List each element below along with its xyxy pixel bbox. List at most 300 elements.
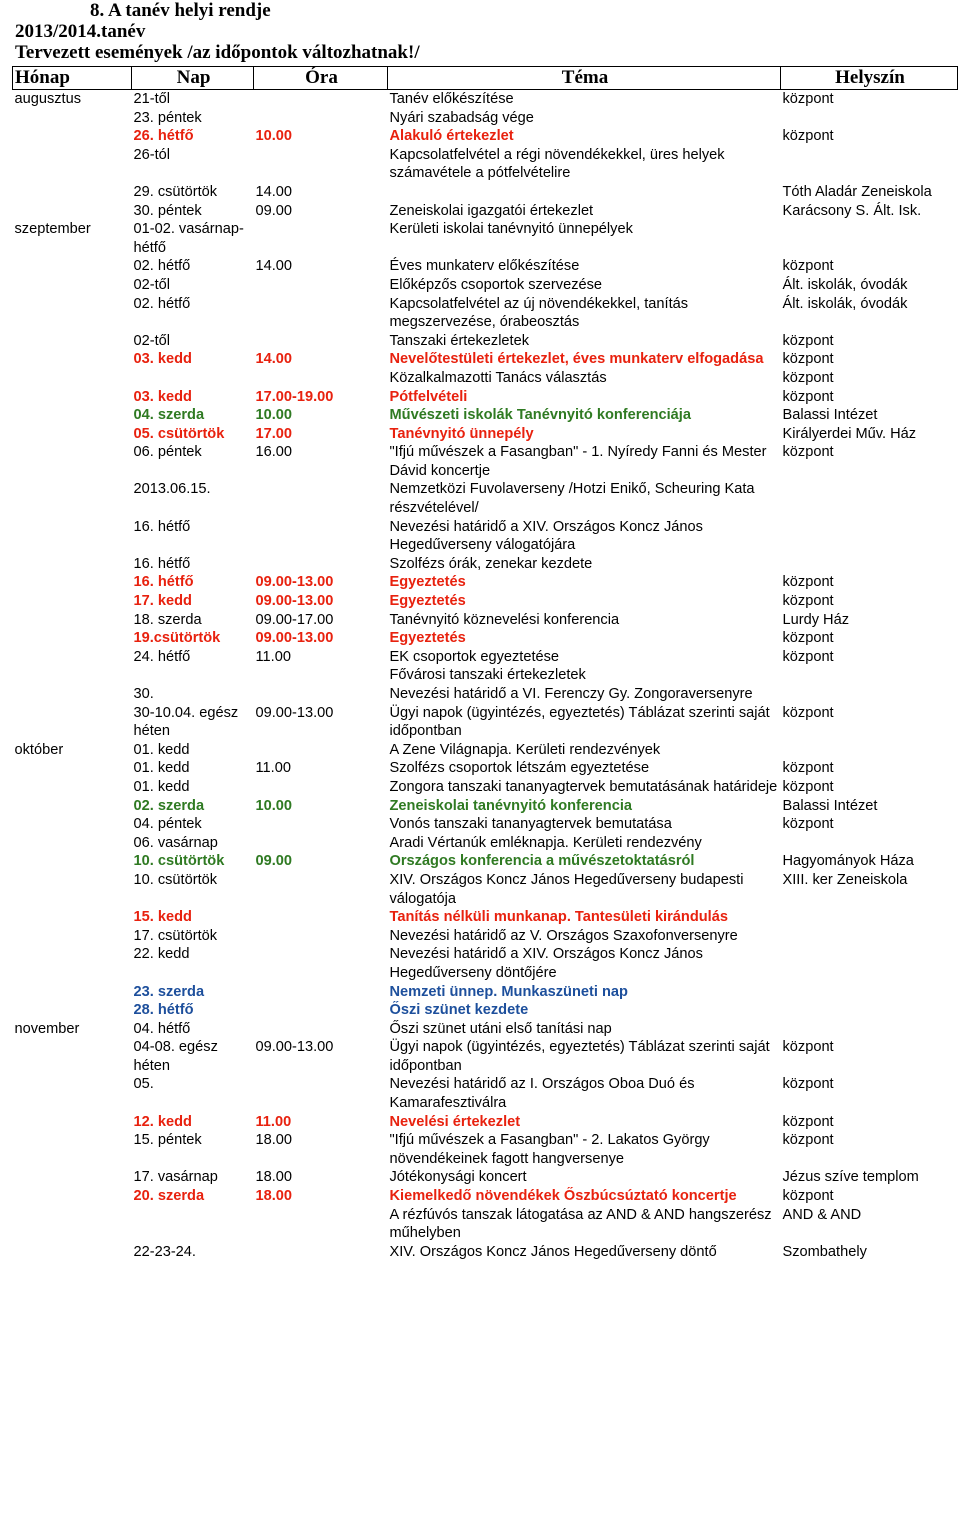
row-day: 22-23-24.: [133, 1243, 196, 1260]
row-month: [13, 1113, 132, 1132]
row-hour: [254, 1243, 388, 1262]
row-hour: [254, 666, 388, 685]
row-location: központ: [782, 760, 834, 777]
row-month: [13, 109, 132, 128]
row-location: [781, 1001, 958, 1020]
row-day: 16. hétfő: [133, 518, 191, 535]
row-day: 28. hétfő: [133, 1002, 194, 1019]
row-location: [781, 555, 958, 574]
row-location: központ: [782, 128, 834, 145]
row-topic: Előképzős csoportok szervezése: [389, 276, 603, 293]
row-hour: [254, 685, 388, 704]
table-row: [13, 666, 958, 685]
planned-events-title: Tervezett események /az időpontok változhatnak!/: [15, 42, 420, 63]
row-location: központ: [782, 778, 834, 795]
row-month: [13, 1001, 132, 1020]
row-month: [13, 666, 132, 685]
table-row: [13, 183, 958, 202]
row-hour: 18.00: [255, 1188, 293, 1205]
row-location: [781, 666, 958, 685]
row-topic: Éves munkaterv előkészítése: [389, 258, 580, 275]
row-hour: 14.00: [255, 351, 293, 368]
row-hour: 11.00: [255, 648, 291, 665]
row-hour: [254, 518, 388, 555]
row-month: [13, 1168, 132, 1187]
table-row: [13, 1001, 958, 1020]
row-topic: Nevezési határidő a VI. Ferenczy Gy. Zongoraversenyre: [389, 686, 753, 702]
row-day: 26. hétfő: [133, 128, 194, 145]
row-month: szeptember: [14, 221, 91, 238]
row-month: [13, 1243, 132, 1262]
row-location: Ált. iskolák, óvodák: [782, 276, 908, 293]
table-row: [13, 704, 958, 741]
table-row: [13, 573, 958, 592]
row-hour: [254, 1075, 388, 1112]
row-day: 2013.06.15.: [133, 481, 211, 498]
table-row: [13, 815, 958, 834]
row-month: [13, 983, 132, 1002]
row-location: [781, 146, 958, 183]
row-day: 15. péntek: [133, 1132, 202, 1149]
row-hour: 18.00: [255, 1132, 293, 1149]
row-topic: "Ifjú művészek a Fasangban" - 1. Nyíredy Fanni és Mester Dávid koncertje: [389, 444, 767, 479]
table-row: [13, 611, 958, 630]
row-day: 02-től: [133, 332, 171, 349]
row-topic: Zeneiskolai tanévnyitó konferencia: [389, 797, 632, 814]
row-hour: [254, 276, 388, 295]
table-row: [13, 332, 958, 351]
table-row: [13, 146, 958, 183]
row-day: 03. kedd: [133, 351, 192, 368]
row-month: [13, 815, 132, 834]
row-location: [781, 908, 958, 927]
row-hour: 10.00: [255, 797, 293, 814]
table-row: [13, 945, 958, 982]
row-location: központ: [782, 91, 834, 107]
row-day: 10. csütörtök: [133, 853, 225, 870]
row-location: központ: [782, 1076, 834, 1093]
row-location: Tóth Aladár Zeneiskola: [782, 183, 932, 200]
row-location: központ: [782, 648, 834, 665]
row-hour: [254, 369, 388, 388]
row-month: [13, 797, 132, 816]
table-row: [13, 518, 958, 555]
row-day: 18. szerda: [133, 611, 202, 628]
row-month: [13, 332, 132, 351]
row-topic: Nevezési határidő az I. Országos Oboa Duó és Kamarafesztiválra: [389, 1076, 695, 1112]
row-month: [13, 852, 132, 871]
row-hour: 10.00: [255, 407, 293, 424]
row-month: [13, 1038, 132, 1075]
row-location: [781, 927, 958, 946]
row-month: [13, 480, 132, 517]
row-hour: 09.00: [255, 202, 293, 219]
row-hour: 17.00: [255, 425, 293, 442]
row-location: központ: [782, 1188, 834, 1205]
row-location: [781, 109, 958, 128]
row-location: központ: [782, 704, 834, 721]
row-location: központ: [782, 574, 834, 591]
table-row: [13, 871, 958, 908]
row-day: 26-tól: [133, 146, 171, 163]
row-hour: [254, 109, 388, 128]
row-location: Lurdy Ház: [782, 611, 850, 628]
row-month: [13, 611, 132, 630]
row-month: november: [14, 1020, 80, 1037]
row-location: Szombathely: [782, 1243, 867, 1260]
row-hour: [254, 834, 388, 853]
row-month: [13, 425, 132, 444]
row-day: 06. vasárnap: [133, 834, 218, 851]
row-topic: Ügyi napok (ügyintézés, egyeztetés) Táblázat szerinti saját időpontban: [389, 704, 770, 740]
row-day: 30.: [133, 686, 154, 702]
row-month: [13, 908, 132, 927]
table-row: [13, 759, 958, 778]
row-topic: Szolfézs órák, zenekar kezdete: [389, 555, 593, 572]
row-hour: [254, 871, 388, 908]
row-day: 02. hétfő: [133, 258, 191, 275]
schedule-table: [12, 66, 958, 1261]
table-row: [13, 369, 958, 388]
row-day: 22. kedd: [133, 946, 190, 963]
row-hour: [254, 220, 388, 257]
table-row: [13, 797, 958, 816]
table-row: [13, 295, 958, 332]
row-location: [781, 741, 958, 760]
row-hour: 14.00: [255, 258, 293, 275]
row-topic: Egyeztetés: [389, 593, 466, 610]
row-topic: Tanév előkészítése: [389, 91, 514, 107]
row-day: [132, 369, 254, 388]
row-day: 12. kedd: [133, 1113, 192, 1130]
row-topic: Nemzeti ünnep. Munkaszüneti nap: [389, 983, 628, 1000]
header-hour: Óra: [254, 67, 388, 90]
row-topic: Tanítás nélküli munkanap. Tantesületi kirándulás: [389, 909, 728, 926]
table-row: [13, 406, 958, 425]
row-hour: 14.00: [255, 183, 293, 200]
row-day: 16. hétfő: [133, 574, 194, 591]
row-topic: [388, 183, 781, 202]
row-day: 29. csütörtök: [133, 183, 218, 200]
row-location: központ: [782, 630, 834, 647]
row-topic: Tanévnyitó ünnepély: [389, 425, 534, 442]
row-hour: [254, 908, 388, 927]
table-row: [13, 852, 958, 871]
row-day: 05.: [133, 1076, 154, 1093]
row-month: [13, 927, 132, 946]
header-day: Nap: [132, 67, 254, 90]
table-row: [13, 685, 958, 704]
row-day: 02. szerda: [133, 797, 205, 814]
row-topic: Kapcsolatfelvétel az új növendékekkel, tanítás megszervezése, órabeosztás: [389, 295, 689, 331]
row-hour: 09.00-13.00: [255, 630, 334, 647]
table-row: [13, 276, 958, 295]
row-location: [781, 685, 958, 704]
row-topic: Nevezési határidő a XIV. Országos Koncz János Hegedűverseny válogatójára: [389, 518, 703, 554]
row-month: [13, 202, 132, 221]
row-location: [781, 220, 958, 257]
row-topic: Szolfézs csoportok létszám egyeztetése: [389, 760, 650, 777]
row-topic: Művészeti iskolák Tanévnyitó konferenciája: [389, 407, 691, 424]
row-hour: [254, 480, 388, 517]
row-month: [13, 127, 132, 146]
table-row: [13, 1020, 958, 1039]
row-location: [781, 983, 958, 1002]
row-day: 04. péntek: [133, 816, 202, 833]
row-topic: Jótékonysági koncert: [389, 1169, 527, 1186]
header-location: Helyszín: [781, 67, 958, 90]
table-row: [13, 1168, 958, 1187]
row-day: 06. péntek: [133, 444, 202, 461]
row-month: [13, 871, 132, 908]
row-topic: Nevelési értekezlet: [389, 1113, 521, 1130]
row-hour: [254, 741, 388, 760]
document-header: [0, 0, 960, 63]
row-hour: [254, 1206, 388, 1243]
row-day: 17. vasárnap: [133, 1169, 218, 1186]
row-location: [781, 834, 958, 853]
row-month: [13, 406, 132, 425]
table-row: [13, 202, 958, 221]
table-row: [13, 778, 958, 797]
row-location: Karácsony S. Ált. Isk.: [782, 202, 922, 219]
row-hour: [254, 332, 388, 351]
row-location: Ált. iskolák, óvodák: [782, 295, 908, 312]
row-topic: A Zene Világnapja. Kerületi rendezvények: [389, 741, 661, 758]
row-month: [13, 704, 132, 741]
row-month: [13, 183, 132, 202]
row-topic: Pótfelvételi: [389, 388, 468, 405]
row-hour: 09.00-13.00: [255, 574, 334, 591]
row-month: [13, 648, 132, 667]
row-month: [13, 518, 132, 555]
row-month: [13, 350, 132, 369]
row-month: [13, 573, 132, 592]
row-month: [13, 834, 132, 853]
row-location: Jézus szíve templom: [782, 1169, 919, 1186]
row-day: 01. kedd: [133, 760, 190, 777]
table-row: [13, 1075, 958, 1112]
row-day: 24. hétfő: [133, 648, 191, 665]
table-row: [13, 425, 958, 444]
school-year-title: 2013/2014.tanév: [15, 21, 146, 42]
row-topic: Kapcsolatfelvétel a régi növendékekkel, üres helyek számavétele a pótfelvételire: [389, 146, 725, 182]
table-row: [13, 908, 958, 927]
row-topic: Nevelőtestületi értekezlet, éves munkaterv elfogadása: [389, 351, 764, 368]
row-location: Balassi Intézet: [782, 797, 878, 814]
row-day: 30. péntek: [133, 202, 202, 219]
table-row: [13, 555, 958, 574]
row-month: [13, 759, 132, 778]
row-hour: [254, 1020, 388, 1039]
table-row: [13, 1113, 958, 1132]
row-topic: XIV. Országos Koncz János Hegedűverseny döntő: [389, 1243, 717, 1260]
row-hour: [254, 778, 388, 797]
row-topic: Egyeztetés: [389, 574, 466, 591]
row-month: [13, 1075, 132, 1112]
table-row: [13, 480, 958, 517]
row-topic: Közalkalmazotti Tanács választás: [389, 369, 607, 386]
row-location: Királyerdei Műv. Ház: [782, 425, 917, 442]
row-topic: Aradi Vértanúk emléknapja. Kerületi rendezvény: [389, 834, 702, 851]
row-location: központ: [782, 351, 834, 368]
row-month: [13, 629, 132, 648]
table-row: [13, 1131, 958, 1168]
row-topic: A rézfúvós tanszak látogatása az AND & AND hangszerész műhelyben: [389, 1206, 772, 1242]
row-month: október: [14, 741, 64, 758]
table-row: [13, 834, 958, 853]
row-month: [13, 1131, 132, 1168]
row-topic: Nevezési határidő a XIV. Országos Koncz János Hegedűverseny döntőjére: [389, 946, 703, 981]
row-topic: Alakuló értekezlet: [389, 128, 514, 145]
row-day: 01. kedd: [133, 778, 190, 795]
row-topic: Vonós tanszaki tananyagtervek bemutatása: [389, 816, 672, 833]
row-location: központ: [782, 369, 834, 386]
row-month: [13, 945, 132, 982]
row-location: [781, 945, 958, 982]
row-topic: Őszi szünet kezdete: [389, 1002, 529, 1019]
table-row: [13, 257, 958, 276]
row-topic: Tanévnyitó köznevelési konferencia: [389, 611, 620, 628]
row-day: 01-02. vasárnap-hétfő: [133, 221, 244, 256]
row-day: 02. hétfő: [133, 295, 191, 312]
row-month: [13, 388, 132, 407]
row-hour: 18.00: [255, 1169, 293, 1186]
row-day: 30-10.04. egész héten: [133, 704, 239, 740]
row-topic: Zongora tanszaki tananyagtervek bemutatásának határideje: [389, 778, 778, 795]
row-hour: [254, 927, 388, 946]
row-month: augusztus: [14, 91, 82, 107]
row-location: központ: [782, 816, 834, 833]
row-location: XIII. ker Zeneiskola: [782, 871, 908, 888]
row-location: központ: [782, 258, 834, 275]
table-row: [13, 90, 958, 109]
row-topic: Zeneiskolai igazgatói értekezlet: [389, 202, 594, 219]
table-row: [13, 220, 958, 257]
row-topic: Ügyi napok (ügyintézés, egyeztetés) Táblázat szerinti saját időpontban: [389, 1039, 770, 1074]
row-month: [13, 276, 132, 295]
row-month: [13, 685, 132, 704]
row-day: 05. csütörtök: [133, 425, 225, 442]
row-hour: [254, 295, 388, 332]
row-day: 21-től: [133, 91, 171, 107]
row-location: [781, 518, 958, 555]
row-month: [13, 592, 132, 611]
table-row: [13, 983, 958, 1002]
row-month: [13, 778, 132, 797]
row-hour: 11.00: [255, 760, 291, 777]
row-location: AND & AND: [782, 1206, 862, 1223]
row-topic: Nyári szabadság vége: [389, 109, 534, 126]
row-location: Hagyományok Háza: [782, 853, 914, 870]
row-topic: Országos konferencia a művészetoktatásról: [389, 853, 695, 870]
table-row: [13, 127, 958, 146]
table-row: [13, 1243, 958, 1262]
row-day: [132, 1206, 254, 1243]
row-day: 20. szerda: [133, 1188, 205, 1205]
table-row: [13, 1206, 958, 1243]
table-row: [13, 741, 958, 760]
row-hour: 17.00-19.00: [255, 388, 334, 405]
row-day: 19.csütörtök: [133, 630, 221, 647]
row-day: 16. hétfő: [133, 555, 191, 572]
row-topic: Fővárosi tanszaki értekezletek: [389, 667, 586, 684]
row-topic: EK csoportok egyeztetése: [389, 648, 560, 665]
row-month: [13, 1206, 132, 1243]
row-day: 04. szerda: [133, 407, 205, 424]
row-location: központ: [782, 1132, 834, 1149]
row-hour: [254, 90, 388, 109]
row-day: 10. csütörtök: [133, 871, 218, 888]
row-hour: 09.00: [255, 853, 293, 870]
row-location: központ: [782, 388, 834, 405]
row-month: [13, 1187, 132, 1206]
row-month: [13, 146, 132, 183]
row-month: [13, 555, 132, 574]
row-location: központ: [782, 332, 834, 349]
row-hour: [254, 1001, 388, 1020]
row-day: 15. kedd: [133, 909, 192, 926]
row-day: 17. kedd: [133, 593, 192, 610]
header-month: Hónap: [13, 67, 132, 90]
row-location: Balassi Intézet: [782, 407, 878, 424]
row-hour: 10.00: [255, 128, 293, 145]
row-location: központ: [782, 444, 834, 461]
row-day: 23. szerda: [133, 983, 205, 1000]
row-hour: [254, 555, 388, 574]
row-hour: 09.00-13.00: [255, 1039, 334, 1056]
row-topic: Egyeztetés: [389, 630, 466, 647]
table-row: [13, 350, 958, 369]
table-row: [13, 648, 958, 667]
table-row: [13, 1038, 958, 1075]
row-topic: Nemzetközi Fuvolaverseny /Hotzi Enikő, Scheuring Kata részvételével/: [389, 481, 755, 517]
row-hour: 09.00-17.00: [255, 611, 334, 628]
table-header-row: [13, 67, 958, 90]
row-topic: Őszi szünet utáni első tanítási nap: [389, 1020, 612, 1037]
row-day: 04. hétfő: [133, 1020, 191, 1037]
row-month: [13, 295, 132, 332]
table-row: [13, 388, 958, 407]
table-row: [13, 443, 958, 480]
row-day: 01. kedd: [133, 741, 190, 758]
row-location: [781, 1020, 958, 1039]
row-hour: 16.00: [255, 444, 293, 461]
row-hour: [254, 146, 388, 183]
row-day: 23. péntek: [133, 109, 202, 126]
row-location: [781, 480, 958, 517]
row-topic: Tanszaki értekezletek: [389, 332, 530, 349]
table-row: [13, 592, 958, 611]
table-row: [13, 109, 958, 128]
row-month: [13, 443, 132, 480]
row-month: [13, 369, 132, 388]
row-location: központ: [782, 593, 834, 610]
row-hour: 09.00-13.00: [255, 593, 334, 610]
row-topic: Kiemelkedő növendékek Őszbúcsúztató koncertje: [389, 1188, 737, 1205]
row-day: 03. kedd: [133, 388, 192, 405]
header-topic: Téma: [388, 67, 781, 90]
row-hour: 09.00-13.00: [255, 704, 334, 721]
row-location: központ: [782, 1113, 834, 1130]
row-topic: "Ifjú művészek a Fasangban" - 2. Lakatos György növendékeinek fagott hangversenye: [389, 1132, 710, 1167]
row-day: [132, 666, 254, 685]
row-hour: [254, 983, 388, 1002]
row-month: [13, 257, 132, 276]
table-row: [13, 1187, 958, 1206]
row-location: központ: [782, 1039, 834, 1056]
row-hour: 11.00: [255, 1113, 292, 1130]
